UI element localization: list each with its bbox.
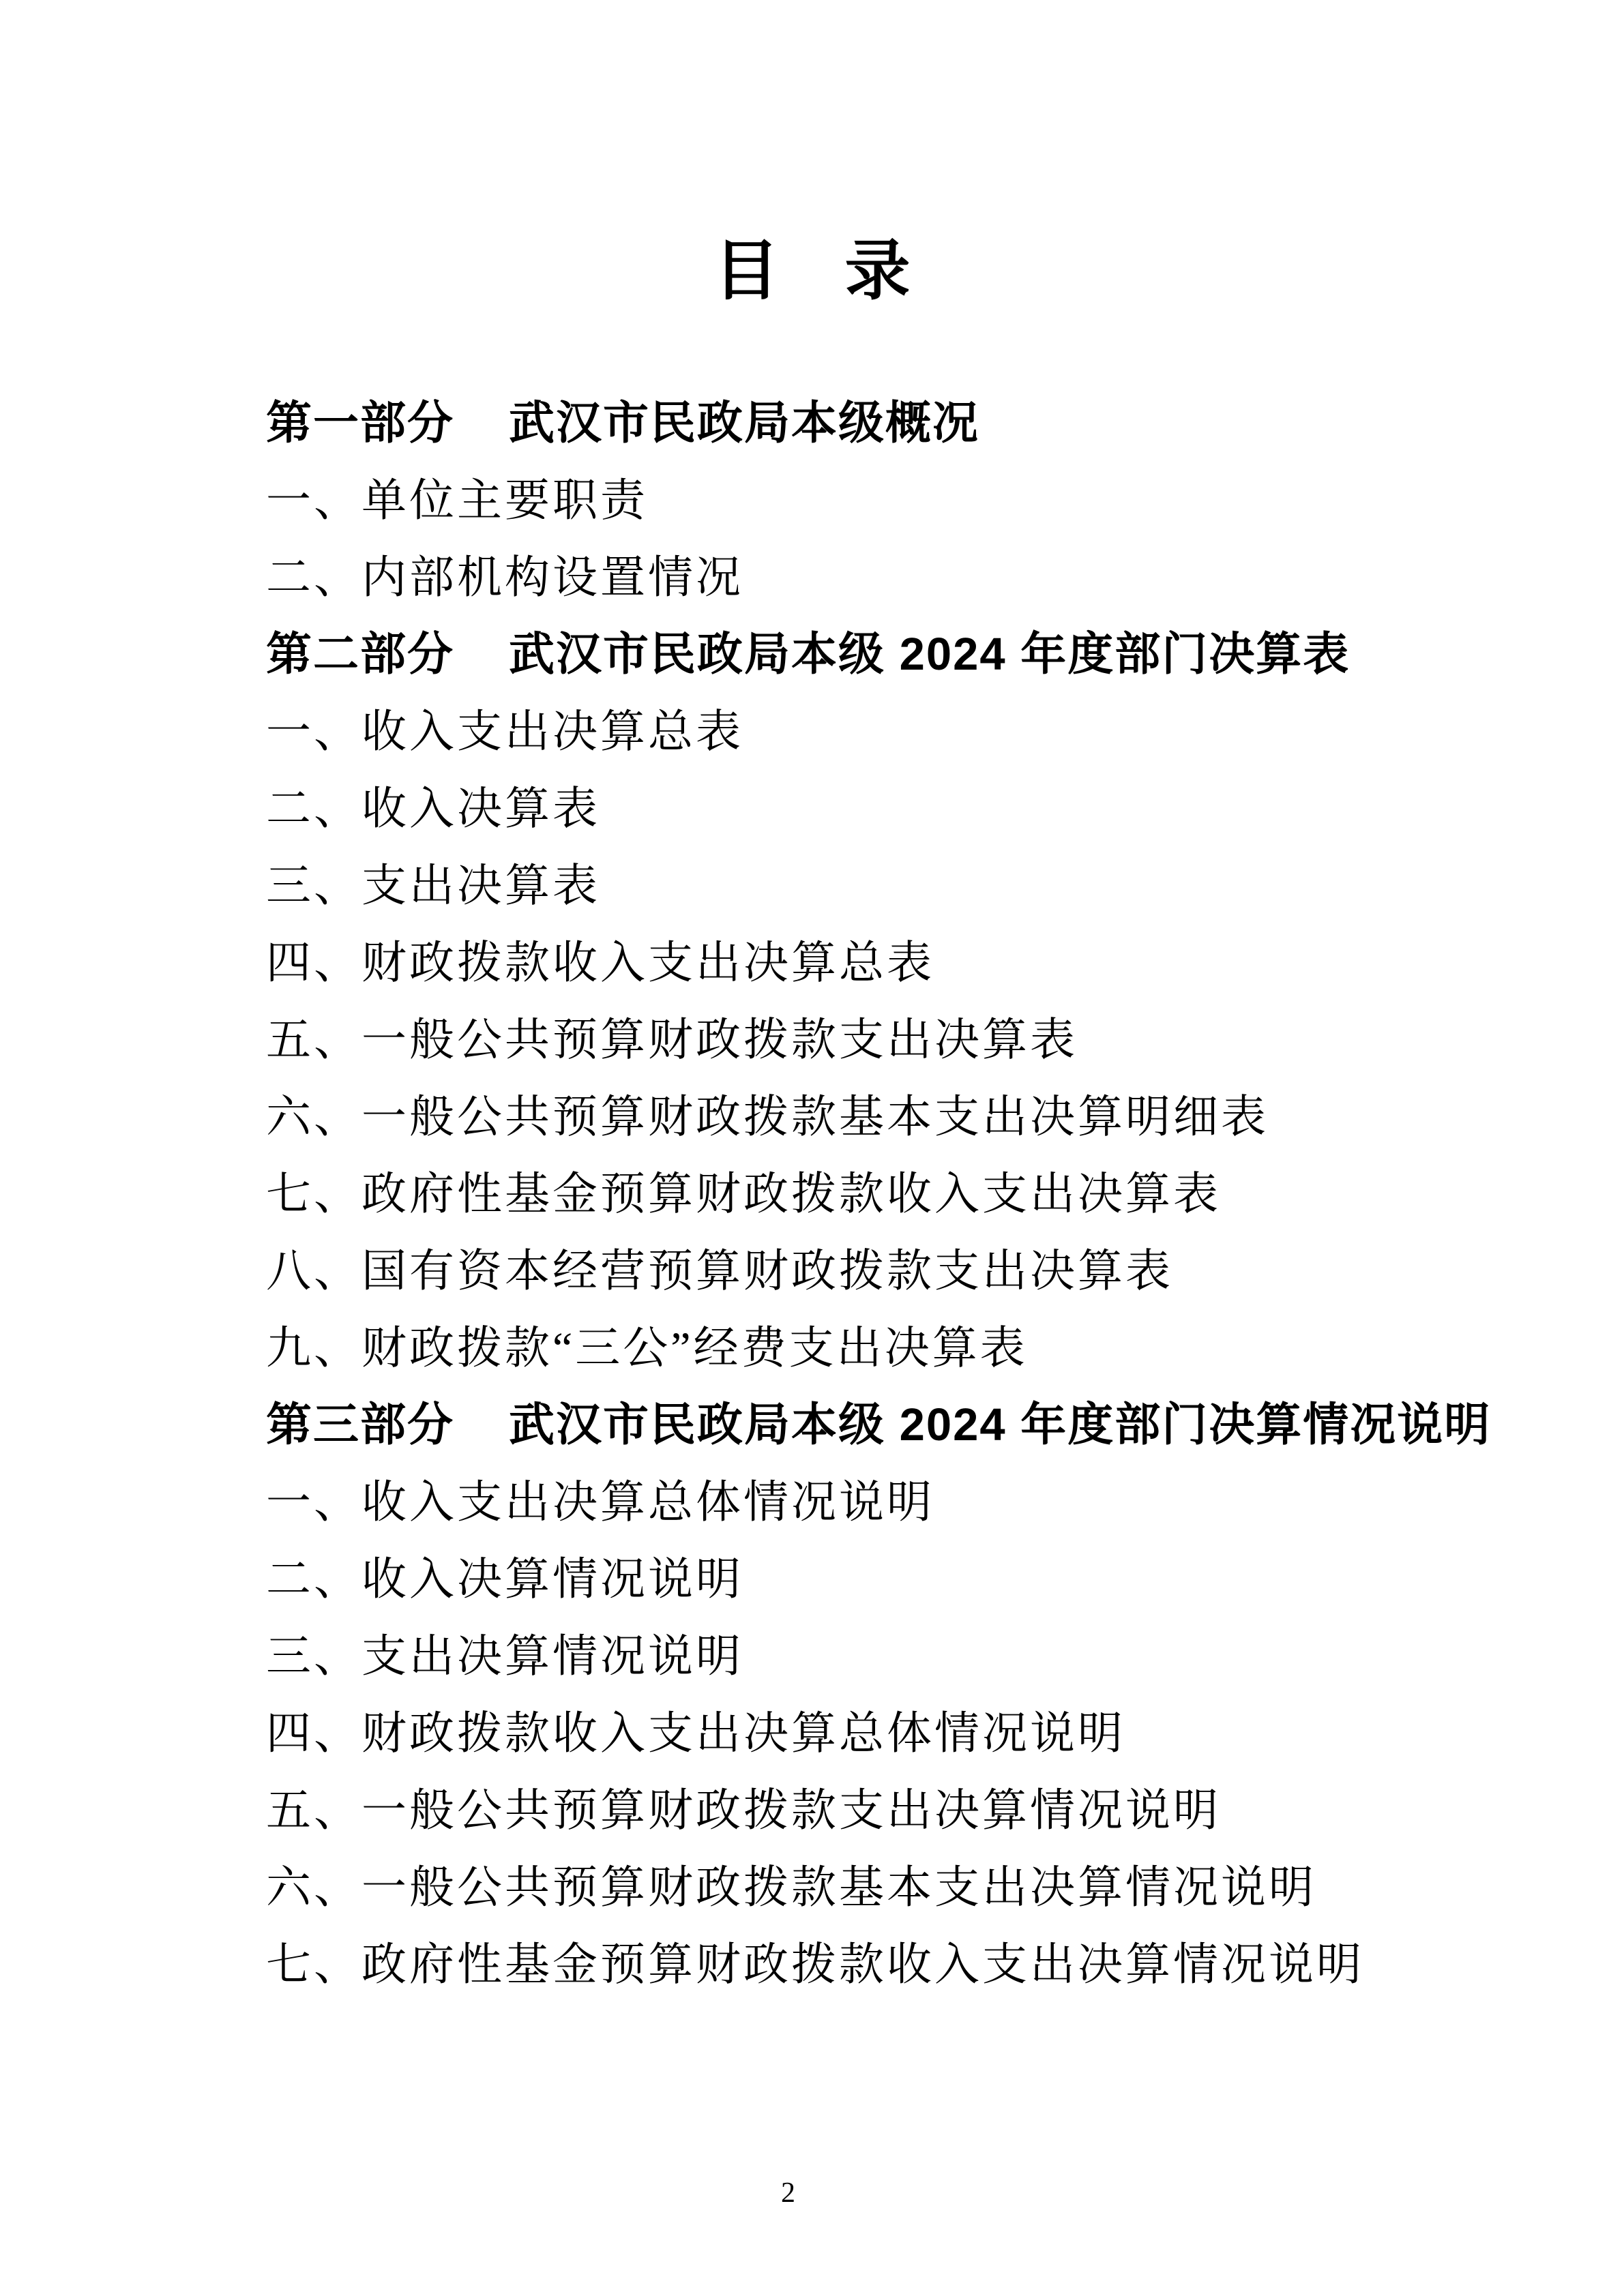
toc-entry: 五、一般公共预算财政拨款支出决算表 <box>266 1015 1078 1065</box>
toc-entry: 四、财政拨款收入支出决算总体情况说明 <box>266 1709 1125 1759</box>
section-heading-text: 武汉市民政局本级 2024 年度部门决算表 <box>509 628 1350 680</box>
toc-entry: 四、财政拨款收入支出决算总表 <box>266 938 934 988</box>
toc-entry: 一、收入支出决算总表 <box>266 707 743 757</box>
section-part-label: 第一部分 <box>266 397 454 449</box>
toc-section-1-heading <box>266 381 1515 458</box>
toc-entry: 七、政府性基金预算财政拨款收入支出决算情况说明 <box>266 1940 1364 1990</box>
section-heading-text: 武汉市民政局本级 2024 年度部门决算情况说明 <box>509 1399 1492 1450</box>
toc-entry: 六、一般公共预算财政拨款基本支出决算情况说明 <box>266 1863 1316 1913</box>
toc-entry: 八、国有资本经营预算财政拨款支出决算表 <box>266 1247 1173 1296</box>
section-part-label: 第三部分 <box>266 1399 454 1450</box>
toc-section-2-heading <box>266 612 1515 689</box>
toc-entry: 二、收入决算情况说明 <box>266 1555 743 1605</box>
toc-title: 目 录 <box>713 235 911 308</box>
toc-entry: 五、一般公共预算财政拨款支出决算情况说明 <box>266 1786 1221 1836</box>
toc <box>266 381 1515 1999</box>
toc-entry: 一、单位主要职责 <box>266 476 648 526</box>
toc-entry: 七、政府性基金预算财政拨款收入支出决算表 <box>266 1169 1221 1219</box>
page-number: 2 <box>781 2177 795 2209</box>
toc-entry: 三、支出决算表 <box>266 861 600 911</box>
toc-entry: 三、支出决算情况说明 <box>266 1632 743 1682</box>
toc-entry: 一、收入支出决算总体情况说明 <box>266 1478 934 1527</box>
toc-entry: 二、内部机构设置情况 <box>266 553 743 603</box>
toc-entry: 二、收入决算表 <box>266 784 600 834</box>
toc-section-3-heading <box>266 1382 1515 1459</box>
toc-entry: 六、一般公共预算财政拨款基本支出决算明细表 <box>266 1092 1269 1142</box>
section-heading-text: 武汉市民政局本级概况 <box>509 397 979 449</box>
section-part-label: 第二部分 <box>266 628 454 680</box>
toc-entry: 九、财政拨款“三公”经费支出决算表 <box>266 1324 1028 1373</box>
